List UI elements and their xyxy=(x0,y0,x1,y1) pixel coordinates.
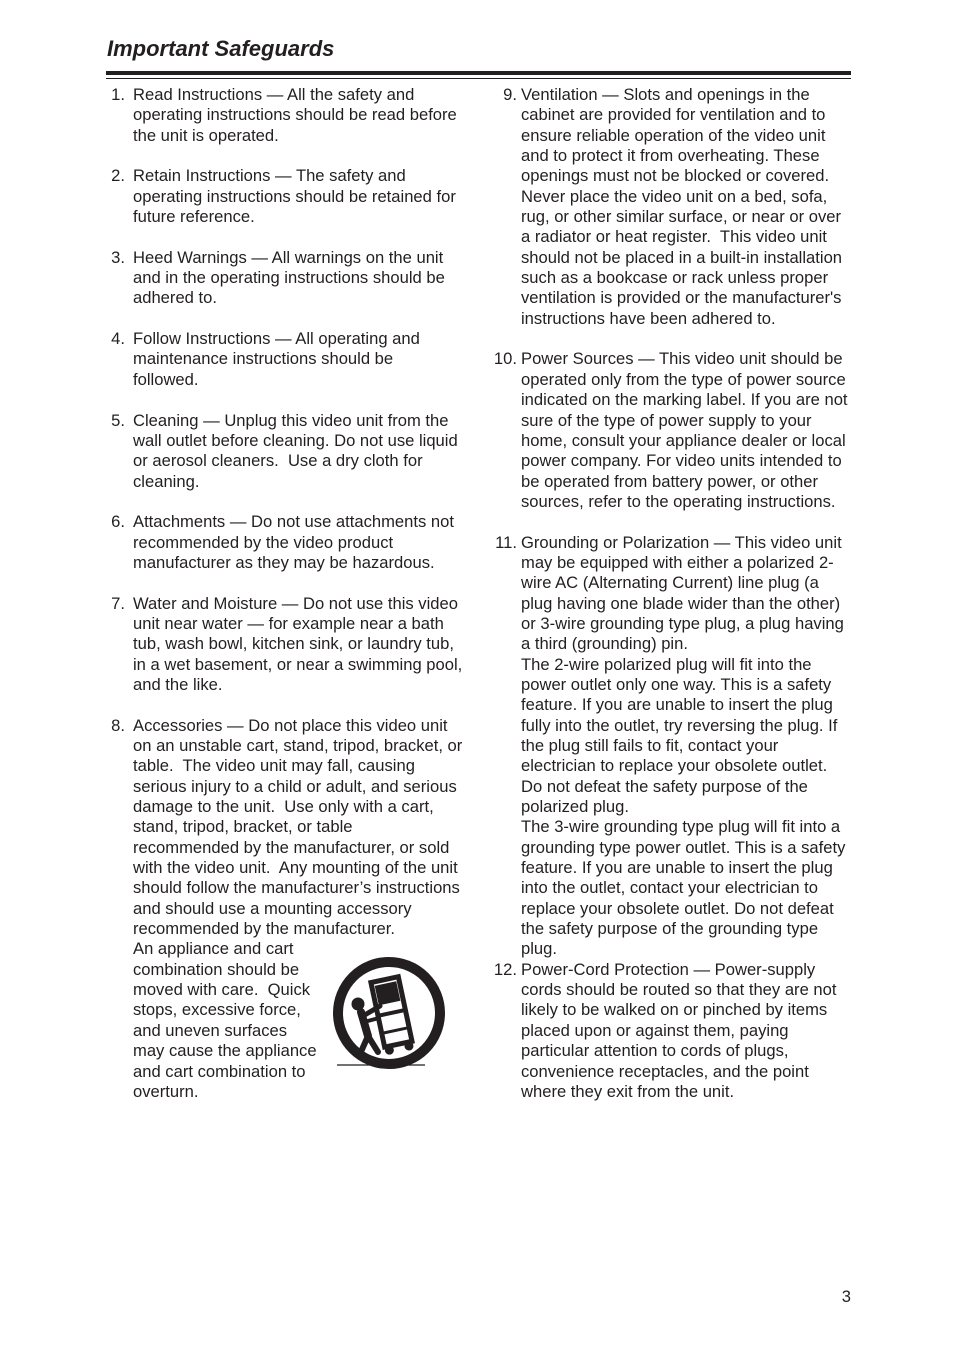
item-number: 6. xyxy=(111,512,125,532)
item-text-line: sure of the type of power supply to your xyxy=(521,410,812,430)
item-text-line: may be equipped with either a polarized 2- xyxy=(521,552,834,572)
item-text-line: feature. If you are unable to insert the plug xyxy=(521,858,833,878)
item-text-line: Accessories — Do not place this video unit xyxy=(133,715,448,735)
item-text-line: should follow the manufacturer’s instructions xyxy=(133,878,460,898)
right-column xyxy=(487,85,851,1123)
item-text-line: with the video unit. Any mounting of the unit xyxy=(133,858,458,878)
item-text-line: tub, wash bowl, kitchen sink, or laundry tub, xyxy=(133,634,454,654)
item-text-line: indicated on the marking label. If you are not xyxy=(521,390,848,410)
item-text-line: Do not defeat the safety purpose of the xyxy=(521,776,808,796)
item-text-line: or 3-wire grounding type plug, a plug having xyxy=(521,613,844,633)
item-text-line: Cleaning — Unplug this video unit from the xyxy=(133,410,449,430)
item-text-line: particular attention to cords of plugs, xyxy=(521,1041,789,1061)
safeguard-item xyxy=(103,166,473,227)
item-text-line: sources, refer to the operating instructions. xyxy=(521,491,836,511)
item-number: 8. xyxy=(111,715,125,735)
item-text-line: placed upon or against them, paying xyxy=(521,1020,789,1040)
item-text-line: recommended by the manufacturer. xyxy=(133,919,395,939)
item-text-line: and the like. xyxy=(133,674,223,694)
item-number: 10. xyxy=(493,349,517,369)
item-text-line: recommended by the manufacturer, or sold xyxy=(133,837,450,857)
item-text-line: manufacturer as they may be hazardous. xyxy=(133,552,435,572)
item-text-line: Attachments — Do not use attachments not xyxy=(133,512,454,532)
item-text-line: operating instructions should be retained for xyxy=(133,186,456,206)
cart-tip-over-warning-icon xyxy=(330,954,450,1074)
item-text-line: the safety purpose of the grounding type xyxy=(521,919,819,939)
item-number: 4. xyxy=(111,329,125,349)
item-text-line: Follow Instructions — All operating and xyxy=(133,329,420,349)
safeguard-item xyxy=(487,349,851,512)
item-text-line: electrician to replace your obsolete outlet. xyxy=(521,756,828,776)
item-text-line: operating instructions should be read before xyxy=(133,105,457,125)
item-text-line: or aerosol cleaners. Use a dry cloth for xyxy=(133,451,423,471)
page-title: Important Safeguards xyxy=(107,36,335,61)
item-text-line: likely to be walked on or pinched by items xyxy=(521,1000,828,1020)
page-number: 3 xyxy=(841,1287,851,1306)
item-text-line: stops, excessive force, xyxy=(133,1000,301,1020)
item-text-line: rug, or other similar surface, or near or over xyxy=(521,207,842,227)
item-text-line: wall outlet before cleaning. Do not use liquid xyxy=(133,430,458,450)
item-text-line: recommended by the video product xyxy=(133,532,394,552)
item-text-line: adhered to. xyxy=(133,288,217,308)
item-text-line: convenience receptacles, and the point xyxy=(521,1061,809,1081)
item-text-line: instructions have been adhered to. xyxy=(521,308,776,328)
item-text-line: unit near water — for example near a bath xyxy=(133,613,444,633)
item-text-line: on an unstable cart, stand, tripod, bracket, or xyxy=(133,736,463,755)
item-text-line: Heed Warnings — All warnings on the unit xyxy=(133,247,444,267)
item-text-line: a radiator or heat register. This video unit xyxy=(521,227,827,247)
item-text-line: Power Sources — This video unit should be xyxy=(521,349,843,369)
safeguard-item xyxy=(487,960,851,1102)
item-number: 9. xyxy=(503,85,517,104)
item-text-line: cords should be routed so that they are not xyxy=(521,980,837,1000)
item-text-line: ventilation is provided or the manufacturer's xyxy=(521,288,842,308)
item-text-line: An appliance and cart xyxy=(133,939,294,959)
safeguard-item xyxy=(103,329,473,390)
item-number: 3. xyxy=(111,247,125,267)
item-text-line: the unit is operated. xyxy=(133,125,279,145)
item-text-line: serious injury to a child or adult, and serious xyxy=(133,776,457,796)
item-text-line: fully into the outlet, try reversing the plug. If xyxy=(521,715,838,735)
item-text-line: moved with care. Quick xyxy=(133,980,311,1000)
item-text-line: replace your obsolete outlet. Do not defeat xyxy=(521,898,834,918)
item-text-line: plug having one blade wider than the other) xyxy=(521,593,841,613)
item-text-line: the plug still fails to fit, contact your xyxy=(521,736,779,755)
header-rule-thick xyxy=(106,71,851,75)
item-text-line: maintenance instructions should be xyxy=(133,349,394,369)
safeguard-item xyxy=(103,85,473,146)
item-text-line: wire AC (Alternating Current) line plug (a xyxy=(521,573,819,593)
item-text-line: openings must not be blocked or covered. xyxy=(521,166,830,186)
item-text-line: and uneven surfaces xyxy=(133,1020,288,1040)
safeguard-item xyxy=(103,411,473,492)
item-text-line: future reference. xyxy=(133,207,255,227)
item-text-line: The 2-wire polarized plug will fit into the xyxy=(521,654,812,674)
item-text-line: feature. If you are unable to insert the plug xyxy=(521,695,833,715)
item-text-line: The 3-wire grounding type plug will fit into a xyxy=(521,817,841,837)
header-rule-thin xyxy=(106,78,851,80)
safeguard-item xyxy=(103,594,473,696)
safeguard-item xyxy=(103,248,473,309)
item-text-line: may cause the appliance xyxy=(133,1041,317,1061)
item-text-line: power outlet only one way. This is a safety xyxy=(521,674,832,694)
item-text-line: table. The video unit may fall, causing xyxy=(133,756,415,776)
item-text-line: ensure reliable operation of the video unit xyxy=(521,125,826,145)
safeguard-item xyxy=(103,512,473,573)
item-text-line: such as a bookcase or rack unless proper xyxy=(521,268,829,288)
item-text-line: Grounding or Polarization — This video unit xyxy=(521,532,842,552)
item-number: 1. xyxy=(111,85,125,104)
item-text-line: grounding type power outlet. This is a safety xyxy=(521,837,846,857)
item-text-line: cabinet are provided for ventilation and to xyxy=(521,105,826,125)
item-text-line: into the outlet, contact your electrician to xyxy=(521,878,819,898)
item-text-line: and in the operating instructions should be xyxy=(133,268,445,288)
item-text-line: followed. xyxy=(133,369,199,389)
item-text-line: stand, tripod, bracket, or table xyxy=(133,817,353,837)
item-text-line: where they exit from the unit. xyxy=(521,1081,735,1101)
item-number: 12. xyxy=(493,959,517,979)
item-text-line: Water and Moisture — Do not use this video xyxy=(133,593,458,613)
item-text-line: Ventilation — Slots and openings in the xyxy=(521,85,810,104)
item-text-line: damage to the unit. Use only with a cart, xyxy=(133,797,434,817)
safeguard-item xyxy=(487,533,851,960)
item-text-line: should not be placed in a built-in installation xyxy=(521,247,843,267)
safeguard-item xyxy=(487,85,851,329)
item-number: 7. xyxy=(111,593,125,613)
item-text-line: Never place the video unit on a bed, sofa, xyxy=(521,186,828,206)
item-text-line: Retain Instructions — The safety and xyxy=(133,166,406,186)
item-number: 2. xyxy=(111,166,125,186)
item-number: 11. xyxy=(495,532,517,552)
item-text-line: polarized plug. xyxy=(521,797,629,817)
item-text-line: Read Instructions — All the safety and xyxy=(133,85,415,104)
item-text-line: plug. xyxy=(521,939,557,959)
item-text-line: cleaning. xyxy=(133,471,200,491)
item-text-line: operated only from the type of power source xyxy=(521,369,846,389)
item-text-line: home, consult your appliance dealer or local xyxy=(521,430,846,450)
item-text-line: and to protect it from overheating. These xyxy=(521,146,820,166)
item-number: 5. xyxy=(111,410,125,430)
item-text-line: power company. For video units intended to xyxy=(521,451,842,471)
item-text-line: in a wet basement, or near a swimming pool, xyxy=(133,654,463,674)
item-text-line: a third (grounding) pin. xyxy=(521,634,688,654)
item-text-line: and should use a mounting accessory xyxy=(133,898,412,918)
item-text-line: be operated from battery power, or other xyxy=(521,471,819,491)
item-text-line: and cart combination to xyxy=(133,1061,306,1081)
item-text-line: Power-Cord Protection — Power-supply xyxy=(521,959,816,979)
item-text-line: overturn. xyxy=(133,1081,199,1101)
item-text-line: combination should be xyxy=(133,959,300,979)
